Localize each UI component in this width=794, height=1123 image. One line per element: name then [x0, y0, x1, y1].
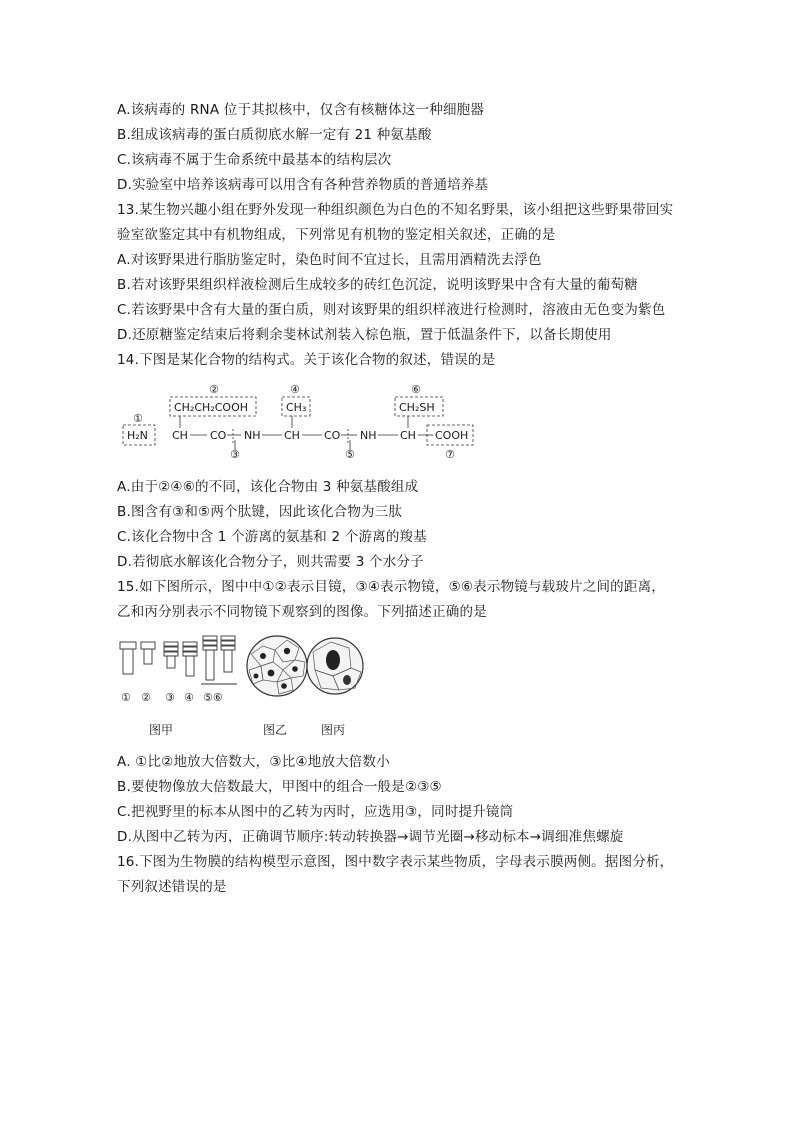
alpha-carbon-1: CH [172, 429, 188, 442]
eyepiece-2-icon [141, 642, 155, 664]
objective-4-icon [183, 642, 197, 676]
q15-option-d: D.从图中乙转为丙，正确调节顺序:转动转换器→调节光圈→移动标本→调细准焦螺旋 [117, 829, 624, 845]
q15-stem-line1: 15.如下图所示，图中中①②表示目镜，③④表示物镜，⑤⑥表示物镜与载玻片之间的距离， [117, 579, 665, 595]
r-group-6-text: CH₂SH [399, 401, 435, 414]
q16-stem-line2: 下列叙述错误的是 [117, 879, 227, 895]
marker-3: ③ [230, 448, 240, 461]
q12-option-c: C.该病毒不属于生命系统中最基本的结构层次 [117, 152, 392, 168]
peptide-structural-formula [117, 380, 487, 462]
view-bing-image [307, 638, 363, 694]
q15-option-a: A. ①比②地放大倍数大，③比④地放大倍数小 [117, 754, 390, 770]
objective-3-icon [164, 642, 178, 668]
fig-label-jia: 图甲 [149, 723, 174, 737]
q13-option-c: C.若该野果中含有大量的蛋白质，则对该野果的组织样液进行检测时，溶液由无色变为紫色 [117, 302, 666, 318]
q13-stem-line1: 13.某生物兴趣小组在野外发现一种组织颜色为白色的不知名野果，该小组把这些野果带回实 [117, 202, 674, 218]
fig-number-2: ② [141, 691, 151, 704]
alpha-carbon-2: CH [284, 429, 300, 442]
q13-stem-line2: 验室欲鉴定其中有机物组成，下列常见有机物的鉴定相关叙述，正确的是 [117, 227, 556, 243]
marker-7: ⑦ [445, 448, 455, 461]
amino-group-text: H₂N [127, 429, 148, 442]
microscope-figure [117, 632, 367, 744]
fig-label-bing: 图丙 [321, 723, 346, 737]
fig-number-3: ③ [165, 691, 175, 704]
q13-option-a: A.对该野果进行脂肪鉴定时，染色时间不宜过长，且需用酒精洗去浮色 [117, 252, 542, 268]
fig-number-4: ④ [184, 691, 194, 704]
q14-option-b: B.图含有③和⑤两个肽键，因此该化合物为三肽 [117, 504, 403, 520]
objective-5-icon [203, 636, 217, 680]
marker-6: ⑥ [411, 383, 421, 396]
q14-option-a: A.由于②④⑥的不同，该化合物由 3 种氨基酸组成 [117, 479, 419, 495]
marker-1: ① [133, 412, 143, 425]
fig-number-1: ① [121, 691, 131, 704]
q15-stem-line2: 乙和丙分别表示不同物镜下观察到的图像。下列描述正确的是 [117, 604, 487, 620]
marker-4: ④ [290, 383, 300, 396]
imino-2: NH [360, 429, 377, 442]
q13-option-d: D.还原糖鉴定结束后将剩余斐林试剂装入棕色瓶，置于低温条件下，以备长期使用 [117, 327, 612, 343]
view-yi-image [247, 636, 307, 696]
carbonyl-2: CO [324, 429, 341, 442]
fig-number-56: ⑤⑥ [203, 691, 223, 704]
marker-5: ⑤ [345, 448, 355, 461]
marker-2: ② [209, 383, 219, 396]
q16-stem-line1: 16.下图为生物膜的结构模型示意图，图中数字表示某些物质，字母表示膜两侧。据图分析， [117, 854, 674, 870]
eyepiece-1-icon [120, 642, 136, 674]
q15-option-c: C.把视野里的标本从图中的乙转为丙时，应选用③，同时提升镜筒 [117, 804, 514, 820]
q12-option-b: B.组成该病毒的蛋白质彻底水解一定有 21 种氨基酸 [117, 127, 432, 143]
alpha-carbon-3: CH [400, 429, 416, 442]
carbonyl-1: CO [210, 429, 227, 442]
q14-stem: 14.下图是某化合物的结构式。关于该化合物的叙述，错误的是 [117, 352, 496, 368]
q13-option-b: B.若对该野果组织样液检测后生成较多的砖红色沉淀，说明该野果中含有大量的葡萄糖 [117, 277, 638, 293]
carboxyl-group-text: COOH [435, 429, 469, 442]
q12-option-a: A.该病毒的 RNA 位于其拟核中，仅含有核糖体这一种细胞器 [117, 102, 485, 118]
r-group-2-text: CH₂CH₂COOH [174, 401, 248, 414]
objective-6-icon [221, 636, 235, 672]
r-group-4-text: CH₃ [286, 401, 307, 414]
q12-option-d: D.实验室中培养该病毒可以用含有各种营养物质的普通培养基 [117, 177, 489, 193]
q14-option-c: C.该化合物中含 1 个游离的氨基和 2 个游离的羧基 [117, 529, 427, 545]
q15-option-b: B.要使物像放大倍数最大，甲图中的组合一般是②③⑤ [117, 779, 442, 795]
fig-label-yi: 图乙 [263, 723, 288, 737]
q14-option-d: D.若彻底水解该化合物分子，则共需要 3 个水分子 [117, 554, 424, 570]
imino-1: NH [244, 429, 261, 442]
